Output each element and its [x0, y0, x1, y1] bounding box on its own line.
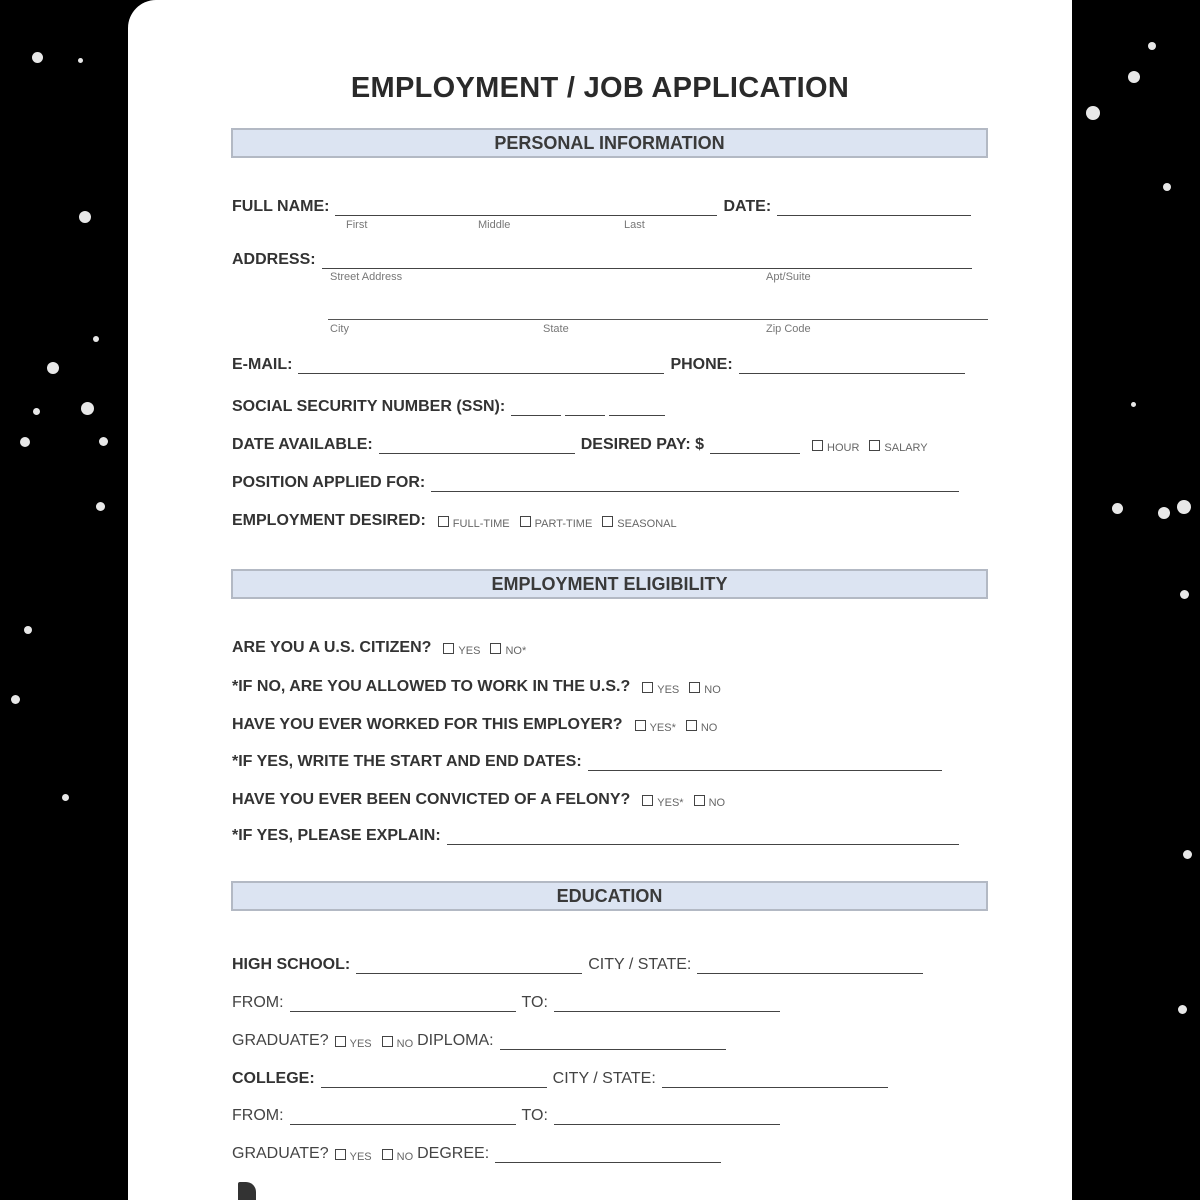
- college-dates-row: [232, 1105, 988, 1125]
- diploma-label: DIPLOMA:: [417, 1032, 494, 1049]
- form-title: EMPLOYMENT / JOB APPLICATION: [350, 72, 850, 104]
- address-row: [232, 249, 988, 269]
- publisher-logo: [238, 1182, 256, 1200]
- phone-label: PHONE:: [670, 356, 733, 373]
- citizen-label: ARE YOU A U.S. CITIZEN?: [232, 639, 432, 656]
- high-school-row: [232, 954, 988, 974]
- citizen-no-checkbox[interactable]: [490, 643, 501, 654]
- felony-no-label: NO: [708, 797, 726, 809]
- employment-desired-row: [232, 510, 988, 530]
- felony-yes-checkbox[interactable]: [642, 795, 653, 806]
- high-school-graduate-row: [232, 1030, 988, 1050]
- address-caption-city: City: [330, 323, 349, 335]
- felony-no-checkbox[interactable]: [694, 795, 705, 806]
- college-city-state-label: CITY / STATE:: [552, 1070, 656, 1087]
- city-state-zip-field[interactable]: [328, 319, 988, 320]
- high-school-field[interactable]: [356, 959, 582, 974]
- full-name-row: [232, 196, 988, 216]
- citizen-no-label: NO*: [505, 645, 527, 657]
- address-caption-street: Street Address: [330, 271, 403, 283]
- hour-option-label: HOUR: [827, 442, 860, 454]
- high-school-from-label: FROM:: [232, 994, 284, 1011]
- college-field[interactable]: [321, 1073, 547, 1088]
- date-label: DATE:: [723, 198, 772, 215]
- high-school-graduate-no-checkbox[interactable]: [382, 1036, 393, 1047]
- high-school-city-state-field[interactable]: [697, 959, 923, 974]
- ssn-part-2[interactable]: [565, 401, 605, 416]
- college-from-label: FROM:: [232, 1107, 284, 1124]
- full-time-checkbox[interactable]: [438, 516, 449, 527]
- salary-option-label: SALARY: [884, 442, 928, 454]
- date-field[interactable]: [777, 201, 971, 216]
- allowed-yes-label: YES: [657, 684, 680, 696]
- college-graduate-label: GRADUATE?: [232, 1145, 329, 1162]
- degree-field[interactable]: [495, 1148, 721, 1163]
- worked-yes-checkbox[interactable]: [635, 720, 646, 731]
- availability-row: [232, 434, 988, 454]
- street-address-field[interactable]: [322, 254, 972, 269]
- address-caption-zip: Zip Code: [766, 323, 811, 335]
- high-school-graduate-label: GRADUATE?: [232, 1032, 329, 1049]
- ssn-part-3[interactable]: [609, 401, 665, 416]
- email-field[interactable]: [298, 359, 664, 374]
- address-caption-apt: Apt/Suite: [766, 271, 811, 283]
- email-phone-row: [232, 354, 988, 374]
- diploma-field[interactable]: [500, 1035, 726, 1050]
- citizen-row: [232, 637, 988, 657]
- full-time-label: FULL-TIME: [452, 518, 510, 530]
- section-header-education: EDUCATION: [231, 881, 988, 911]
- name-caption-first: First: [346, 219, 368, 231]
- employment-desired-label: EMPLOYMENT DESIRED:: [232, 512, 426, 529]
- high-school-graduate-yes-checkbox[interactable]: [335, 1036, 346, 1047]
- explain-label: *IF YES, PLEASE EXPLAIN:: [232, 827, 441, 844]
- date-available-label: DATE AVAILABLE:: [232, 436, 373, 453]
- ssn-label: SOCIAL SECURITY NUMBER (SSN):: [232, 398, 506, 415]
- start-end-dates-field[interactable]: [588, 756, 942, 771]
- college-to-label: TO:: [521, 1107, 548, 1124]
- college-graduate-row: [232, 1143, 988, 1163]
- citizen-yes-checkbox[interactable]: [443, 643, 454, 654]
- address-caption-state: State: [543, 323, 569, 335]
- high-school-from-field[interactable]: [290, 997, 516, 1012]
- address-label: ADDRESS:: [232, 251, 316, 268]
- high-school-to-label: TO:: [521, 994, 548, 1011]
- allowed-work-label: *IF NO, ARE YOU ALLOWED TO WORK IN THE U.S.?: [232, 678, 631, 695]
- name-caption-middle: Middle: [478, 219, 511, 231]
- worked-before-label: HAVE YOU EVER WORKED FOR THIS EMPLOYER?: [232, 716, 623, 733]
- high-school-graduate-no-label: NO: [396, 1038, 414, 1050]
- allowed-work-row: [232, 676, 988, 696]
- high-school-city-state-label: CITY / STATE:: [588, 956, 692, 973]
- college-city-state-field[interactable]: [662, 1073, 888, 1088]
- college-to-field[interactable]: [554, 1110, 780, 1125]
- start-end-dates-label: *IF YES, WRITE THE START AND END DATES:: [232, 753, 582, 770]
- high-school-dates-row: [232, 992, 988, 1012]
- application-form-page: [128, 0, 1072, 1200]
- part-time-checkbox[interactable]: [520, 516, 531, 527]
- date-available-field[interactable]: [379, 439, 575, 454]
- position-row: [232, 472, 988, 492]
- position-field[interactable]: [431, 477, 959, 492]
- citizen-yes-label: YES: [458, 645, 481, 657]
- desired-pay-label: DESIRED PAY: $: [580, 436, 705, 453]
- felony-label: HAVE YOU EVER BEEN CONVICTED OF A FELONY?: [232, 791, 631, 808]
- salary-checkbox[interactable]: [869, 440, 880, 451]
- high-school-to-field[interactable]: [554, 997, 780, 1012]
- part-time-label: PART-TIME: [534, 518, 593, 530]
- high-school-label: HIGH SCHOOL:: [232, 956, 351, 973]
- college-graduate-yes-label: YES: [349, 1151, 372, 1163]
- full-name-field[interactable]: [335, 201, 717, 216]
- felony-yes-label: YES*: [657, 797, 684, 809]
- college-row: [232, 1068, 988, 1088]
- college-from-field[interactable]: [290, 1110, 516, 1125]
- seasonal-checkbox[interactable]: [602, 516, 613, 527]
- worked-no-checkbox[interactable]: [686, 720, 697, 731]
- phone-field[interactable]: [739, 359, 965, 374]
- worked-yes-label: YES*: [649, 722, 676, 734]
- start-end-dates-row: [232, 751, 988, 771]
- ssn-row: [232, 396, 988, 416]
- name-caption-last: Last: [624, 219, 645, 231]
- high-school-graduate-yes-label: YES: [349, 1038, 372, 1050]
- full-name-label: FULL NAME:: [232, 198, 330, 215]
- section-header-eligibility: EMPLOYMENT ELIGIBILITY: [231, 569, 988, 599]
- email-label: E-MAIL:: [232, 356, 293, 373]
- explain-field[interactable]: [447, 830, 959, 845]
- position-label: POSITION APPLIED FOR:: [232, 474, 426, 491]
- worked-no-label: NO: [700, 722, 718, 734]
- college-graduate-no-checkbox[interactable]: [382, 1149, 393, 1160]
- college-graduate-no-label: NO: [396, 1151, 414, 1163]
- ssn-part-1[interactable]: [511, 401, 561, 416]
- degree-label: DEGREE:: [417, 1145, 490, 1162]
- allowed-no-checkbox[interactable]: [689, 682, 700, 693]
- college-graduate-yes-checkbox[interactable]: [335, 1149, 346, 1160]
- allowed-no-label: NO: [704, 684, 721, 696]
- worked-before-row: [232, 714, 988, 734]
- explain-row: [232, 825, 988, 845]
- desired-pay-field[interactable]: [710, 439, 800, 454]
- section-header-personal: PERSONAL INFORMATION: [231, 128, 988, 158]
- seasonal-label: SEASONAL: [617, 518, 677, 530]
- allowed-yes-checkbox[interactable]: [642, 682, 653, 693]
- college-label: COLLEGE:: [232, 1070, 315, 1087]
- hour-checkbox[interactable]: [812, 440, 823, 451]
- felony-row: [232, 789, 988, 809]
